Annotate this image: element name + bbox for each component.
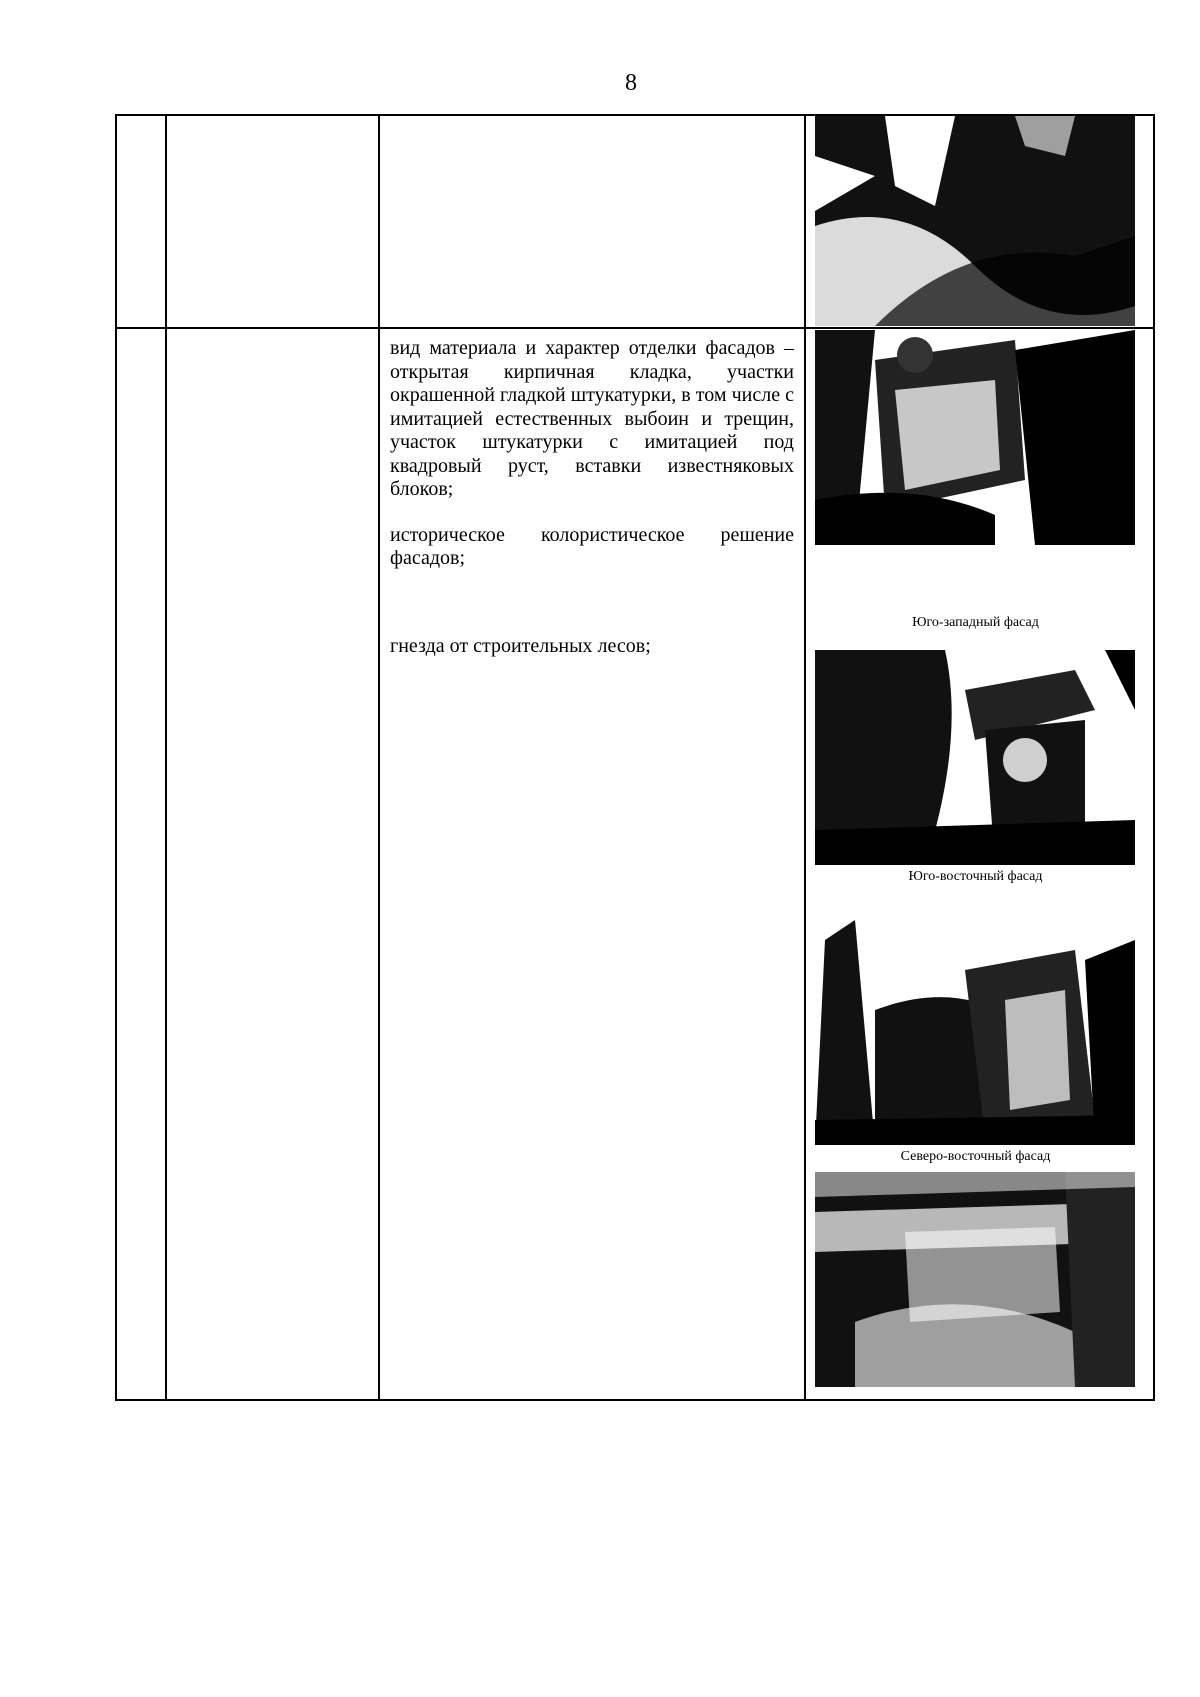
description-cell: [379, 115, 805, 328]
description-item: вид материала и характер отделки фасадов – открытая кирпичная кладка, участки окрашенной гладкой штукатурки, в том числе с имитацией естественных выбоин и трещин, участок штукатурки с имитацией под квадровый руст, вставки известняковых блоков;: [390, 337, 794, 500]
description-item: гнезда от строительных лесов;: [390, 634, 651, 657]
name-cell: [166, 115, 379, 328]
description-cell: [379, 328, 805, 1400]
description-item: историческое колористическое решение фасадов;: [390, 523, 794, 569]
number-cell: [116, 328, 166, 1400]
page-number: 8: [625, 70, 637, 96]
facade-photo: [815, 1172, 1135, 1387]
photo-caption: Юго-западный фасад: [912, 615, 1039, 630]
facade-photo: [815, 116, 1135, 326]
number-cell: [116, 115, 166, 328]
facade-photo: [815, 920, 1135, 1145]
facade-photo: [815, 330, 1135, 545]
photo-caption: Северо-восточный фасад: [900, 1149, 1051, 1164]
name-cell: [166, 328, 379, 1400]
facade-photo: [815, 650, 1135, 865]
photo-caption: Юго-восточный фасад: [908, 869, 1043, 884]
